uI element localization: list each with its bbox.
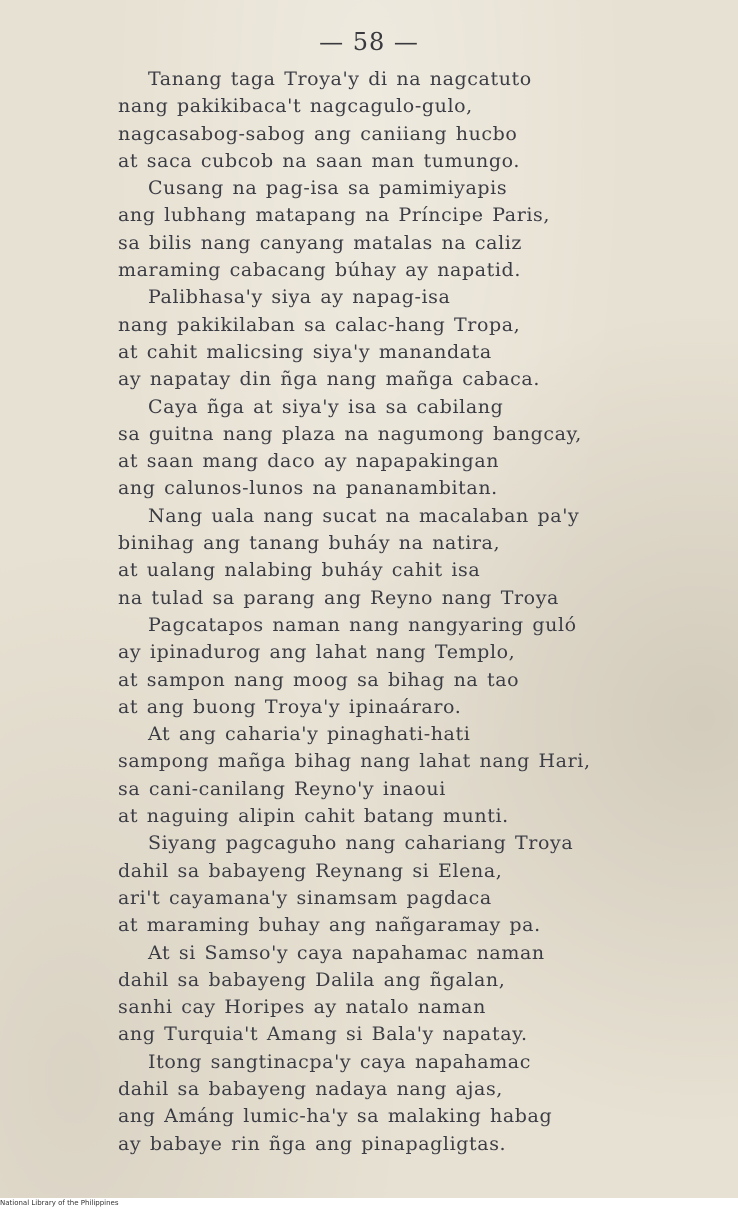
stanza-4 — [118, 394, 718, 503]
verse-line: nagcasabog-sabog ang caniiang hucbo — [118, 122, 518, 145]
library-credit: National Library of the Philippines — [0, 1199, 119, 1207]
verse-line: at saca cubcob na saan man tumungo. — [118, 149, 520, 172]
verse-line: at maraming buhay ang nañgaramay pa. — [118, 914, 541, 937]
verse-line: sa bilis nang canyang matalas na caliz — [118, 231, 523, 254]
verse-line: Nang uala nang sucat na macalaban pa'y — [148, 504, 580, 527]
verse-line: Tanang taga Troya'y di na nagcatuto — [148, 68, 532, 90]
verse-line: at cahit malicsing siya'y manandata — [118, 340, 492, 363]
verse-line: ay babaye rin ñga ang pinapagligtas. — [118, 1132, 507, 1155]
verse-line: dahil sa babayeng Dalila ang ñgalan, — [118, 968, 506, 991]
stanza-10 — [118, 1049, 718, 1158]
verse-line: ay ipinadurog ang lahat nang Templo, — [118, 641, 516, 664]
verse-line: dahil sa babayeng Reynang si Elena, — [118, 859, 503, 882]
verse-line: Itong sangtinacpa'y caya napahamac — [148, 1050, 531, 1073]
verse-line: sa cani-canilang Reyno'y inaoui — [118, 777, 446, 800]
verse-line: ang calunos-lunos na pananambitan. — [118, 477, 498, 500]
verse-line: Caya ñga at siya'y isa sa cabilang — [148, 395, 504, 418]
verse-line: sampong mañga bihag nang lahat nang Hari, — [118, 750, 591, 773]
poem-text — [118, 66, 718, 1158]
stanza-3 — [118, 284, 718, 393]
verse-line: sanhi cay Horipes ay natalo naman — [118, 996, 486, 1019]
verse-line: nang pakikibaca't nagcagulo-gulo, — [118, 95, 473, 118]
verse-line: Cusang na pag-isa sa pamimiyapis — [148, 177, 508, 200]
verse-line: At ang caharia'y pinaghati-hati — [148, 723, 471, 746]
verse-line: Palibhasa'y siya ay napag-isa — [148, 286, 451, 309]
verse-line: Pagcatapos naman nang nangyaring guló — [148, 613, 577, 636]
verse-line: at sampon nang moog sa bihag na tao — [118, 668, 520, 691]
stanza-8 — [118, 830, 718, 939]
verse-line: ang Turquia't Amang si Bala'y napatay. — [118, 1023, 528, 1046]
verse-line: nang pakikilaban sa calac-hang Tropa, — [118, 313, 521, 336]
stanza-2 — [118, 175, 718, 284]
verse-line: na tulad sa parang ang Reyno nang Troya — [118, 586, 559, 609]
verse-line: ay napatay din ñga nang mañga cabaca. — [118, 368, 540, 391]
verse-line: ang lubhang matapang na Príncipe Paris, — [118, 204, 551, 227]
verse-line: at ualang nalabing buháy cahit isa — [118, 559, 481, 582]
verse-line: at naguing alipin cahit batang munti. — [118, 805, 509, 828]
verse-line: dahil sa babayeng nadaya nang ajas, — [118, 1077, 503, 1100]
verse-line: ang Amáng lumic-ha'y sa malaking habag — [118, 1105, 553, 1128]
verse-line: maraming cabacang búhay ay napatid. — [118, 259, 521, 282]
stanza-6 — [118, 612, 718, 721]
stanza-9 — [118, 940, 718, 1049]
verse-line: ari't cayamana'y sinamsam pagdaca — [118, 886, 492, 909]
verse-line: Siyang pagcaguho nang cahariang Troya — [148, 832, 574, 855]
stanza-1 — [118, 66, 718, 175]
verse-line: at ang buong Troya'y ipinaáraro. — [118, 695, 462, 718]
verse-line: at saan mang daco ay napapakingan — [118, 450, 500, 473]
verse-line: sa guitna nang plaza na nagumong bangcay, — [118, 422, 582, 445]
stanza-7 — [118, 721, 718, 830]
page-number: — 58 — — [319, 28, 419, 56]
verse-line: binihag ang tanang buháy na natira, — [118, 532, 501, 555]
stanza-5 — [118, 503, 718, 612]
verse-line: At si Samso'y caya napahamac naman — [148, 941, 545, 964]
